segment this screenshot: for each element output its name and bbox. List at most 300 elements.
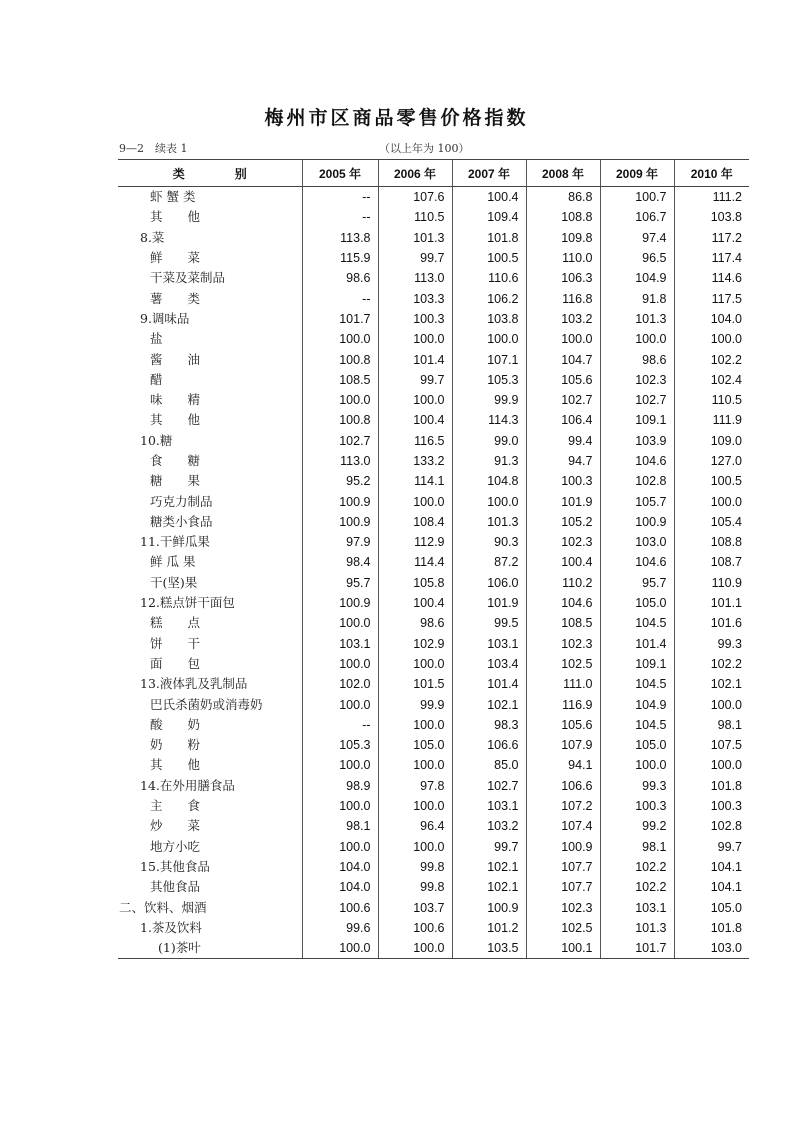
table-row	[118, 512, 749, 532]
index-value-cell: 116.8	[526, 288, 600, 308]
index-value-cell: 104.7	[526, 349, 600, 369]
index-value-cell: 97.9	[302, 532, 378, 552]
index-value-cell: 99.7	[378, 248, 452, 268]
index-value-cell: 110.5	[674, 390, 749, 410]
index-value-cell: 104.0	[302, 857, 378, 877]
index-value-cell: 102.3	[600, 370, 674, 390]
index-value-cell: 111.0	[526, 674, 600, 694]
table-row	[118, 918, 749, 938]
index-value-cell: 114.6	[674, 268, 749, 288]
index-value-cell: 103.1	[452, 634, 526, 654]
index-value-cell: 103.9	[600, 431, 674, 451]
index-value-cell: 102.1	[452, 877, 526, 897]
index-value-cell: 103.7	[378, 897, 452, 917]
table-row	[118, 268, 749, 288]
index-value-cell: 112.9	[378, 532, 452, 552]
index-value-cell: 98.1	[600, 837, 674, 857]
index-value-cell: 100.0	[302, 837, 378, 857]
index-value-cell: 100.4	[526, 552, 600, 572]
index-value-cell: 103.3	[378, 288, 452, 308]
table-row	[118, 390, 749, 410]
index-value-cell: 105.0	[378, 735, 452, 755]
table-row	[118, 410, 749, 430]
table-row	[118, 309, 749, 329]
index-value-cell: 107.1	[452, 349, 526, 369]
index-value-cell: 100.9	[302, 593, 378, 613]
index-value-cell: 100.3	[674, 796, 749, 816]
index-value-cell: 104.8	[452, 471, 526, 491]
index-value-cell: 102.1	[674, 674, 749, 694]
index-value-cell: 99.3	[674, 634, 749, 654]
index-value-cell: 104.6	[600, 451, 674, 471]
table-row	[118, 634, 749, 654]
table-row	[118, 451, 749, 471]
index-value-cell: 96.4	[378, 816, 452, 836]
header-year: 2007 年	[452, 160, 526, 187]
index-value-cell: 103.8	[674, 207, 749, 227]
index-value-cell: 105.7	[600, 491, 674, 511]
row-category-label: 其他食品	[150, 879, 201, 895]
index-value-cell: 107.6	[378, 187, 452, 208]
table-row	[118, 532, 749, 552]
index-value-cell: 102.2	[600, 877, 674, 897]
table-header-row	[118, 160, 749, 187]
index-value-cell: 102.3	[526, 532, 600, 552]
table-row	[118, 796, 749, 816]
row-category-label: 11.干鲜瓜果	[140, 534, 210, 550]
index-value-cell: 105.8	[378, 573, 452, 593]
table-row	[118, 228, 749, 248]
index-value-cell: 100.3	[526, 471, 600, 491]
table-row	[118, 491, 749, 511]
index-value-cell: 106.4	[526, 410, 600, 430]
index-value-cell: 100.0	[674, 491, 749, 511]
table-row	[118, 552, 749, 572]
index-value-cell: 110.6	[452, 268, 526, 288]
index-value-cell: 99.8	[378, 877, 452, 897]
index-value-cell: 100.9	[302, 491, 378, 511]
index-value-cell: 108.4	[378, 512, 452, 532]
index-value-cell: 100.8	[302, 410, 378, 430]
index-value-cell: 100.0	[378, 390, 452, 410]
index-value-cell: 100.0	[378, 755, 452, 775]
index-value-cell: 100.6	[378, 918, 452, 938]
index-value-cell: 99.6	[302, 918, 378, 938]
index-value-cell: 101.2	[452, 918, 526, 938]
table-row	[118, 938, 749, 959]
index-value-cell: 127.0	[674, 451, 749, 471]
index-value-cell: 98.6	[378, 613, 452, 633]
index-value-cell: 101.8	[452, 228, 526, 248]
table-row	[118, 694, 749, 714]
table-caption	[119, 140, 749, 156]
index-value-cell: 100.9	[452, 897, 526, 917]
row-category-label: 饼 干	[150, 635, 201, 651]
index-value-cell: 105.6	[526, 370, 600, 390]
index-value-cell: 101.9	[526, 491, 600, 511]
index-value-cell: 108.5	[302, 370, 378, 390]
index-value-cell: 106.3	[526, 268, 600, 288]
index-value-cell: 105.0	[674, 897, 749, 917]
header-year: 2006 年	[378, 160, 452, 187]
index-value-cell: 101.7	[302, 309, 378, 329]
index-value-cell: 101.3	[378, 228, 452, 248]
row-category-label: 虾 蟹 类	[150, 189, 196, 205]
index-value-cell: 99.5	[452, 613, 526, 633]
index-value-cell: 104.9	[600, 694, 674, 714]
index-value-cell: 107.2	[526, 796, 600, 816]
row-category-label: 巴氏杀菌奶或消毒奶	[150, 696, 263, 712]
table-row	[118, 573, 749, 593]
index-value-cell: 116.9	[526, 694, 600, 714]
index-value-cell: 100.6	[302, 897, 378, 917]
index-value-cell: 103.4	[452, 654, 526, 674]
row-category-label: 8.菜	[140, 229, 165, 245]
index-value-cell: 114.3	[452, 410, 526, 430]
table-row	[118, 776, 749, 796]
index-value-cell: 100.0	[378, 654, 452, 674]
index-value-cell: 100.0	[378, 715, 452, 735]
index-value-cell: 104.5	[600, 613, 674, 633]
index-value-cell: 102.7	[452, 776, 526, 796]
table-row	[118, 370, 749, 390]
index-value-cell: 107.5	[674, 735, 749, 755]
header-category-a: 类	[172, 166, 185, 181]
table-row	[118, 674, 749, 694]
index-value-cell: 105.2	[526, 512, 600, 532]
index-value-cell: 104.1	[674, 857, 749, 877]
index-value-cell: 86.8	[526, 187, 600, 208]
index-value-cell: 108.5	[526, 613, 600, 633]
index-value-cell: 107.4	[526, 816, 600, 836]
row-category-label: 味 精	[150, 392, 201, 408]
index-value-cell: 133.2	[378, 451, 452, 471]
index-value-cell: 100.0	[302, 938, 378, 959]
row-category-label: 奶 粉	[150, 737, 201, 753]
index-value-cell: 99.9	[378, 694, 452, 714]
table-row	[118, 248, 749, 268]
index-value-cell: 101.4	[378, 349, 452, 369]
index-value-cell: 98.3	[452, 715, 526, 735]
row-category-label: 糕 点	[150, 615, 201, 631]
row-category-label: 干菜及菜制品	[150, 270, 226, 286]
index-value-cell: 94.7	[526, 451, 600, 471]
index-value-cell: 101.7	[600, 938, 674, 959]
index-value-cell: 109.1	[600, 410, 674, 430]
table-row	[118, 471, 749, 491]
index-value-cell: 91.3	[452, 451, 526, 471]
index-value-cell: --	[302, 187, 378, 208]
row-category-label: 糖类小食品	[150, 513, 213, 529]
row-category-label: 酸 奶	[150, 716, 201, 732]
row-category-label: 醋	[150, 371, 163, 387]
table-row	[118, 207, 749, 227]
index-value-cell: 100.4	[452, 187, 526, 208]
index-value-cell: 105.3	[452, 370, 526, 390]
index-value-cell: 102.3	[526, 897, 600, 917]
index-value-cell: 102.9	[378, 634, 452, 654]
index-value-cell: 100.0	[674, 694, 749, 714]
index-value-cell: 96.5	[600, 248, 674, 268]
header-year: 2009 年	[600, 160, 674, 187]
header-category	[118, 160, 302, 187]
row-category-label: 14.在外用膳食品	[140, 777, 235, 793]
table-row	[118, 857, 749, 877]
index-value-cell: 108.8	[526, 207, 600, 227]
index-value-cell: 109.8	[526, 228, 600, 248]
index-value-cell: 101.3	[600, 309, 674, 329]
index-value-cell: 105.6	[526, 715, 600, 735]
row-category-label: 1.茶及饮料	[140, 919, 202, 935]
index-value-cell: 97.8	[378, 776, 452, 796]
page-title: 梅州市区商品零售价格指数	[264, 107, 529, 129]
index-value-cell: 102.8	[600, 471, 674, 491]
table-row	[118, 187, 749, 208]
index-value-cell: 106.0	[452, 573, 526, 593]
row-category-label: (1)茶叶	[118, 938, 302, 959]
index-value-cell: 103.0	[600, 532, 674, 552]
index-value-cell: 100.0	[600, 329, 674, 349]
index-value-cell: 100.0	[378, 796, 452, 816]
row-category-label: 12.糕点饼干面包	[140, 595, 235, 611]
index-value-cell: --	[302, 207, 378, 227]
row-category-label: 15.其他食品	[140, 858, 210, 874]
index-value-cell: 114.1	[378, 471, 452, 491]
index-value-cell: 104.0	[674, 309, 749, 329]
index-value-cell: 105.0	[600, 735, 674, 755]
index-value-cell: 99.0	[452, 431, 526, 451]
index-value-cell: 104.0	[302, 877, 378, 897]
table-row	[118, 837, 749, 857]
index-value-cell: 102.2	[674, 349, 749, 369]
index-value-cell: 110.2	[526, 573, 600, 593]
index-value-cell: 117.4	[674, 248, 749, 268]
index-value-cell: 100.8	[302, 349, 378, 369]
index-value-cell: 100.0	[302, 654, 378, 674]
index-value-cell: 100.0	[302, 796, 378, 816]
index-value-cell: 100.0	[674, 755, 749, 775]
index-value-cell: 110.5	[378, 207, 452, 227]
table-id: 9—2 续表 1	[119, 142, 188, 155]
index-value-cell: 101.1	[674, 593, 749, 613]
row-category-label: 酱 油	[150, 351, 201, 367]
row-category-label: 地方小吃	[150, 838, 201, 854]
index-value-cell: 103.1	[600, 897, 674, 917]
index-value-cell: 103.5	[452, 938, 526, 959]
index-value-cell: 98.6	[302, 268, 378, 288]
row-category-label: 二、饮料、烟酒	[119, 899, 207, 915]
index-value-cell: 117.5	[674, 288, 749, 308]
index-value-cell: 109.0	[674, 431, 749, 451]
index-value-cell: 98.1	[674, 715, 749, 735]
index-value-cell: 101.5	[378, 674, 452, 694]
index-value-cell: 101.8	[674, 918, 749, 938]
index-value-cell: 90.3	[452, 532, 526, 552]
index-value-cell: 106.2	[452, 288, 526, 308]
index-value-cell: 107.9	[526, 735, 600, 755]
index-value-cell: 101.3	[452, 512, 526, 532]
row-category-label: 食 糖	[150, 453, 201, 468]
index-value-cell: 85.0	[452, 755, 526, 775]
index-value-cell: 104.1	[674, 877, 749, 897]
index-value-cell: 97.4	[600, 228, 674, 248]
row-category-label: 鲜 菜	[150, 250, 201, 266]
index-value-cell: 100.0	[302, 390, 378, 410]
table-row	[118, 715, 749, 735]
table-row	[118, 897, 749, 917]
index-value-cell: 111.9	[674, 410, 749, 430]
index-value-cell: 104.6	[526, 593, 600, 613]
index-value-cell: 114.4	[378, 552, 452, 572]
row-category-label: 盐	[150, 331, 163, 347]
table-row	[118, 593, 749, 613]
index-value-cell: 100.0	[378, 329, 452, 349]
index-value-cell: 102.3	[526, 634, 600, 654]
index-value-cell: 100.0	[378, 938, 452, 959]
index-value-cell: 98.4	[302, 552, 378, 572]
row-category-label: 面 包	[150, 655, 201, 671]
index-value-cell: --	[302, 288, 378, 308]
index-value-cell: 100.3	[378, 309, 452, 329]
index-value-cell: 100.7	[600, 187, 674, 208]
index-value-cell: 113.0	[378, 268, 452, 288]
index-value-cell: 103.1	[452, 796, 526, 816]
index-value-cell: 104.5	[600, 674, 674, 694]
index-value-cell: 102.2	[674, 654, 749, 674]
index-value-cell: 100.0	[452, 329, 526, 349]
index-value-cell: 100.1	[526, 938, 600, 959]
table-row	[118, 431, 749, 451]
index-value-cell: 113.0	[302, 451, 378, 471]
index-value-cell: 102.1	[452, 857, 526, 877]
index-value-cell: 109.4	[452, 207, 526, 227]
index-value-cell: 99.7	[452, 837, 526, 857]
index-value-cell: 98.9	[302, 776, 378, 796]
index-value-cell: 94.1	[526, 755, 600, 775]
row-category-label: 炒 菜	[150, 818, 201, 834]
row-category-label: 其 他	[150, 757, 201, 773]
index-value-cell: 107.7	[526, 857, 600, 877]
index-value-cell: 100.0	[600, 755, 674, 775]
index-value-cell: 107.7	[526, 877, 600, 897]
index-value-cell: 103.8	[452, 309, 526, 329]
table-row	[118, 755, 749, 775]
row-category-label: 10.糖	[140, 432, 173, 448]
index-value-cell: 100.0	[526, 329, 600, 349]
index-value-cell: 102.7	[526, 390, 600, 410]
index-value-cell: 102.5	[526, 654, 600, 674]
index-value-cell: 100.0	[302, 755, 378, 775]
index-value-cell: 102.4	[674, 370, 749, 390]
row-category-label: 其 他	[150, 412, 201, 428]
table-row	[118, 613, 749, 633]
index-value-cell: 101.4	[600, 634, 674, 654]
row-category-label: 主 食	[150, 798, 201, 814]
index-value-cell: 100.5	[674, 471, 749, 491]
index-value-cell: 106.7	[600, 207, 674, 227]
index-value-cell: 106.6	[452, 735, 526, 755]
row-category-label: 糖 果	[150, 473, 201, 489]
index-value-cell: 95.2	[302, 471, 378, 491]
index-value-cell: 100.0	[302, 329, 378, 349]
index-value-cell: 99.2	[600, 816, 674, 836]
table-row	[118, 816, 749, 836]
table-row	[118, 654, 749, 674]
header-year: 2010 年	[674, 160, 749, 187]
base-year-note: （以上年为 100）	[379, 142, 470, 155]
header-category-b: 别	[234, 166, 247, 181]
index-value-cell: 103.2	[526, 309, 600, 329]
index-value-cell: 113.8	[302, 228, 378, 248]
row-category-label: 干(坚)果	[150, 574, 198, 590]
index-value-cell: 102.7	[302, 431, 378, 451]
index-value-cell: 116.5	[378, 431, 452, 451]
index-value-cell: 102.5	[526, 918, 600, 938]
index-value-cell: 103.2	[452, 816, 526, 836]
index-value-cell: 101.4	[452, 674, 526, 694]
index-value-cell: 100.9	[526, 837, 600, 857]
index-value-cell: 100.0	[302, 613, 378, 633]
index-value-cell: 108.8	[674, 532, 749, 552]
index-value-cell: 104.5	[600, 715, 674, 735]
index-value-cell: 109.1	[600, 654, 674, 674]
index-value-cell: 100.0	[302, 694, 378, 714]
index-value-cell: 102.2	[600, 857, 674, 877]
price-index-table	[118, 159, 749, 959]
index-value-cell: 102.0	[302, 674, 378, 694]
index-value-cell: 98.6	[600, 349, 674, 369]
index-value-cell: 102.1	[452, 694, 526, 714]
index-value-cell: 99.3	[600, 776, 674, 796]
index-value-cell: 104.9	[600, 268, 674, 288]
index-value-cell: 106.6	[526, 776, 600, 796]
index-value-cell: 87.2	[452, 552, 526, 572]
index-value-cell: 100.0	[674, 329, 749, 349]
index-value-cell: 104.6	[600, 552, 674, 572]
index-value-cell: 110.9	[674, 573, 749, 593]
index-value-cell: 99.4	[526, 431, 600, 451]
index-value-cell: 99.8	[378, 857, 452, 877]
index-value-cell: 105.4	[674, 512, 749, 532]
index-value-cell: 102.8	[674, 816, 749, 836]
index-value-cell: 105.3	[302, 735, 378, 755]
index-value-cell: 100.0	[378, 491, 452, 511]
row-category-label: 巧克力制品	[150, 493, 213, 509]
index-value-cell: 99.7	[378, 370, 452, 390]
index-value-cell: 99.9	[452, 390, 526, 410]
row-category-label: 9.调味品	[140, 310, 190, 326]
index-value-cell: 103.0	[674, 938, 749, 959]
header-year: 2008 年	[526, 160, 600, 187]
index-value-cell: 111.2	[674, 187, 749, 208]
index-value-cell: 105.0	[600, 593, 674, 613]
table-row	[118, 877, 749, 897]
index-value-cell: 103.1	[302, 634, 378, 654]
row-category-label: 13.液体乳及乳制品	[140, 676, 248, 692]
index-value-cell: 91.8	[600, 288, 674, 308]
index-value-cell: 100.0	[452, 491, 526, 511]
table-row	[118, 329, 749, 349]
index-value-cell: 108.7	[674, 552, 749, 572]
index-value-cell: 102.7	[600, 390, 674, 410]
row-category-label: 鲜 瓜 果	[150, 554, 196, 570]
index-value-cell: 99.7	[674, 837, 749, 857]
header-year: 2005 年	[302, 160, 378, 187]
index-value-cell: 100.4	[378, 410, 452, 430]
index-value-cell: 101.9	[452, 593, 526, 613]
index-value-cell: 100.0	[378, 837, 452, 857]
index-value-cell: 100.5	[452, 248, 526, 268]
